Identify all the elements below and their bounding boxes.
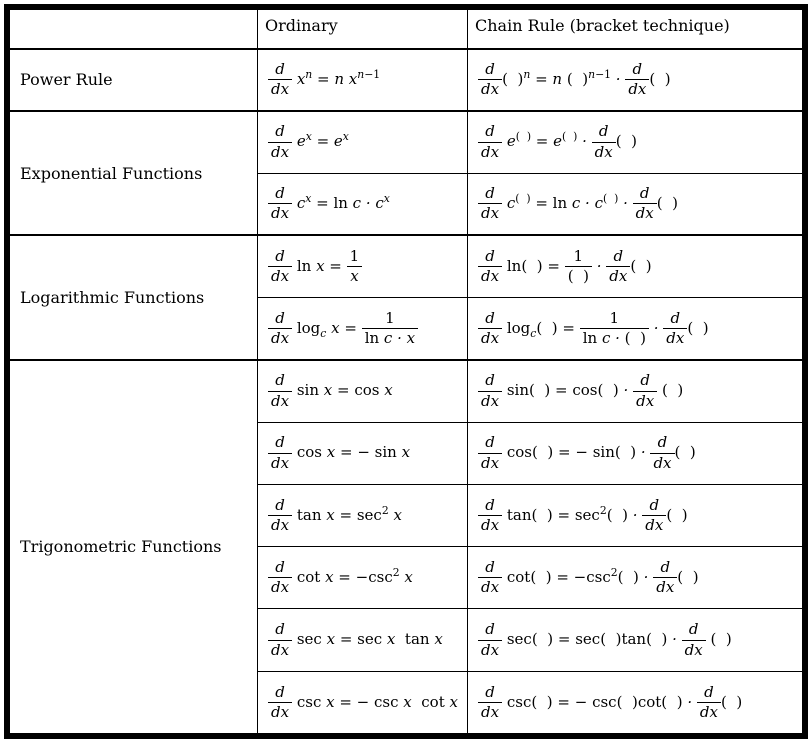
chain-formula: $\frac{d}{dx}$ c( ) = ln c · c( ) · $\frac{d}{dx}$ ( ) (468, 173, 803, 235)
ordinary-formula: $\frac{d}{dx}$ cos x = − sin x (258, 422, 468, 484)
table-row (10, 111, 803, 173)
ordinary-formula: $\frac{d}{dx}$ $\cot x = -\csc^2$ x (258, 547, 468, 609)
chain-formula: $\frac{d}{dx}$ sec( ) = sec( )tan( ) · $\frac{d}{dx}$ ( ) (468, 609, 803, 671)
table-row (10, 49, 803, 111)
category-label: Logarithmic Functions (10, 235, 258, 360)
table-row (10, 235, 803, 297)
chain-formula: $\frac{d}{dx}$ ( )$^n$ = n ( )$^{n-1}$ · $\frac{d}{dx}$ ( ) (468, 49, 803, 111)
chain-formula: $\frac{d}{dx}$ cot( ) = $-\csc^2$( ) · $\frac{d}{dx}$ ( ) (468, 547, 803, 609)
header-empty-cell (10, 10, 258, 49)
category-label: Trigonometric Functions (10, 360, 258, 734)
chain-formula: $\frac{d}{dx}$ tan( ) = $\sec^2$( ) · $\frac{d}{dx}$ ( ) (468, 484, 803, 546)
ordinary-formula: $\frac{d}{dx}$ $x^n = n$ $x^{n-1}$ (258, 49, 468, 111)
table-row (10, 360, 803, 422)
chain-formula: $\frac{d}{dx}$ csc( ) = − csc( )cot( ) · $\frac{d}{dx}$ ( ) (468, 671, 803, 733)
category-label: Exponential Functions (10, 111, 258, 236)
chain-formula: $\frac{d}{dx}$ ln( ) = $\frac{1}{( )}$ · $\frac{d}{dx}$ ( ) (468, 235, 803, 297)
ordinary-formula: $\frac{d}{dx}$ $\tan x = \sec^2 x$ (258, 484, 468, 546)
ordinary-formula: $\frac{d}{dx}$ $\log_c x$ = $\frac{1}{\text{ln c · x}}$ (258, 298, 468, 360)
ordinary-formula: $\frac{d}{dx}$ $c^x = \ln c \cdot c^x$ (258, 173, 468, 235)
chain-formula: $\frac{d}{dx}$ $\log_c$( ) = $\frac{1}{\text{ln c · ( )}}$ · $\frac{d}{dx}$ ( ) (468, 298, 803, 360)
derivative-rules-sheet (4, 4, 808, 739)
derivative-rules-table (9, 9, 803, 734)
ordinary-formula: $\frac{d}{dx}$ sec x = sec x tan x (258, 609, 468, 671)
chain-formula: $\frac{d}{dx}$ sin( ) = cos( ) · $\frac{d}{dx}$ ( ) (468, 360, 803, 422)
ordinary-formula: $\frac{d}{dx}$ $e^x = e^x$ (258, 111, 468, 173)
chain-formula: $\frac{d}{dx}$ e( ) = e( ) · $\frac{d}{dx}$ ( ) (468, 111, 803, 173)
header-chain-rule: Chain Rule (bracket technique) (468, 10, 803, 49)
ordinary-formula: $\frac{d}{dx}$ csc x = − csc x cot x (258, 671, 468, 733)
header-ordinary: Ordinary (258, 10, 468, 49)
header-row (10, 10, 803, 49)
ordinary-formula: $\frac{d}{dx}$ ln x = $\frac{1}{x}$ (258, 235, 468, 297)
ordinary-formula: $\frac{d}{dx}$ sin x = cos x (258, 360, 468, 422)
category-label: Power Rule (10, 49, 258, 111)
chain-formula: $\frac{d}{dx}$ cos( ) = − sin( ) · $\frac{d}{dx}$ ( ) (468, 422, 803, 484)
rules-table-body (10, 49, 803, 734)
